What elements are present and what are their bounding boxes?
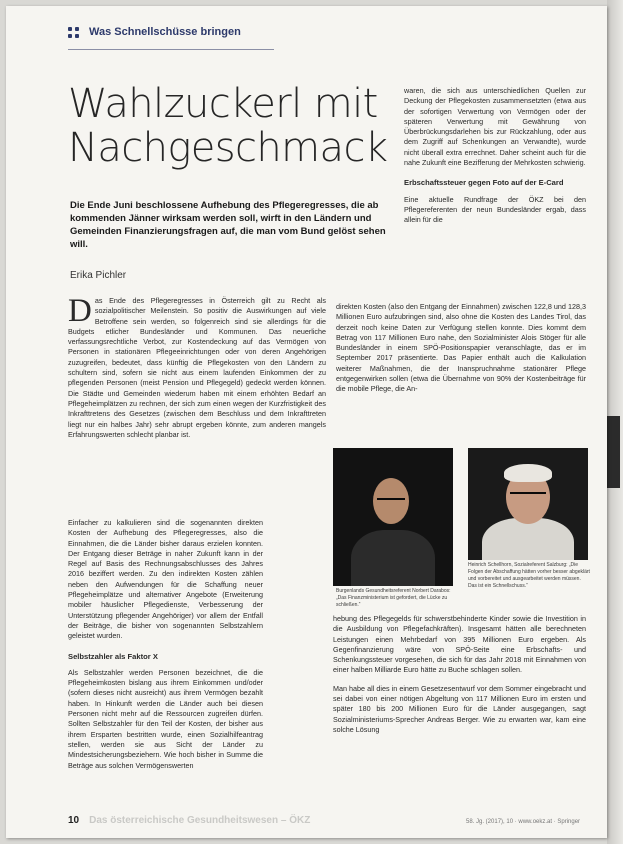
kicker-divider — [68, 49, 274, 50]
headline — [68, 82, 403, 170]
page-number: 10 — [68, 815, 80, 826]
photo-caption-darabos: Burgenlands Gesundheitsreferent Norbert Darabos: „Das Finanzministerium ist gefordert, die Lücke zu schließen.“ — [336, 588, 451, 608]
page-footer — [68, 815, 588, 826]
intro-paragraph — [68, 293, 326, 440]
paragraph-selbstzahler: Als Selbstzahler werden Personen bezeichnet, die die Pflegeheimkosten bislang aus ihrem Einkommen und/oder (sofern dieses nicht ausreicht) aus ihrem Vermögen bezahlt haben. In Hinkunft werden die Länder auch bei diesen Personen nicht mehr auf die Ressourcen zugreifen dürfen. Sollten Selbstzahler für den Teil der Kosten, der bisher aus ihrem Ersparten bestritten wurde, einen Sozialhilfeantrag stellen, werden sie aus Sicht der Länder zu Mindestsicherungsbeziehern. Wie hoch bisher in Summe die Beträge aus solchen Vermögenswerten — [68, 667, 263, 770]
right-bottom-column — [333, 614, 586, 814]
paragraph-rundfrage: Eine aktuelle Rundfrage der ÖKZ bei den Pflegereferenten der neun Bundesländer ergab, dass allein für die — [404, 194, 586, 225]
paragraph-direct-costs: Einfacher zu kalkulieren sind die sogenannten direkten Kosten der Aufhebung des Pflegeregresses, also die Einnahmen, die die Länder bisher daraus erzielen konnten. Der Entgang dieser Beträge in naher Zukunft kann in der Regel auf Basis des Rechnungsabschlusses des Jahres 2016 beziffert werden. Zu den indirekten Kosten zählen neben den Aufwendungen für die Schaffung neuer Pflegeheimplätze und alternativer Angebote (Erweiterung mobiler häuslicher Pflegedienste, Verbesserung der Unterstützung pflegender Angehöriger) vor allem der Entfall der Beiträge, die bisher von sogenannten Selbstzahlern geleistet wurden. — [68, 518, 263, 641]
magazine-page — [6, 6, 607, 838]
paragraph-gesetzesentwurf: Man habe all dies in einem Gesetzesentwurf vor dem Sommer eingebracht und sei dabei von einer nötigen Abgeltung von 117 Millionen Euro im ersten und später 180 bis 200 Millionen Euro für die Länder ausgegangen, sagt Sozialministeriums-Sprecher Andreas Berger. Wie zu erwarten war, kam eine solche Lösung — [333, 683, 586, 734]
portrait-photo-darabos — [333, 448, 453, 586]
drop-cap: D — [68, 293, 92, 329]
intro-text: as Ende des Pflegeregresses in Österreich gilt zu Recht als sozialpolitischer Meilenstein. So positiv die Auswirkungen auf viele Betroffene sein werden, so folgenreich sind sie allerdings für die Budgets etlicher Bundesländer und Kommunen. Das neuerliche verfassungsrechtliche Verbot, zur Kostendeckung auf das Vermögen von Personen in stationären Pflegeeinrichtungen oder von deren Angehörigen zuzugreifen, bedeutet, dass künftig die Pflegekosten von den Ländern zu schultern sind, sofern sie nicht aus einem laufenden Einkommen der zu pflegenden Personen (meist Pension und Pflegegeld) gedeckt werden können. Die Städte und Gemeinden wiederum haben mit einem erhöhten Bedarf an Pflegeheimplätzen zu rechnen, der sich zum einen wegen der Kurzfristigkeit des Inkrafttretens des Gesetzes (zwischen dem Beschluss und dem Inkrafttreten liegt nur ein halbes Jahr) sehr abrupt ergeben könnte, zum anderen mangels Erfahrungswerten schlecht planbar ist. — [68, 296, 326, 439]
left-column — [68, 518, 263, 814]
paragraph-gegenfinanzierung: hebung des Pflegegelds für schwerstbehinderte Kinder sowie die Investition in die Ausbildung von Pflegefachkräften). Insgesamt hätten alle berechneten Leistungen einen Mehrbedarf von 395 Millionen Euro ergeben. Als Gegenfinanzierung wäre von SPÖ-Seite eine Erbschafts- und Schenkungssteuer vorgesehen, die sich für das Jahr 2018 mit Einnahmen von einer halben Milliarde Euro hätte zu Buche schlagen sollen. — [333, 614, 586, 675]
issue-info: 58. Jg. (2017), 10 · www.oekz.at · Springer — [466, 819, 581, 825]
subhead-erbschaftssteuer: Erbschaftssteuer gegen Foto auf der E-Card — [404, 178, 564, 188]
section-kicker — [68, 26, 298, 38]
page-edge-tab — [607, 416, 620, 488]
headline-line-2: Nachgeschmack — [68, 125, 388, 171]
kicker-dots-icon — [68, 27, 79, 38]
paragraph-vermoegen: waren, die sich aus unterschiedlichen Quellen zur Deckung der Pflegekosten zusammensetzten (etwa aus der sofortigen Verwertung von Vermögen oder der späteren Verwertung mit Gewährung von Überbrückungsdarlehen bis zur Rückzahlung, oder aus dem Zugriff auf Schenkungen an Verwandte), wurde nicht überall extra errechnet. Daher scheint auch für die nahe Zukunft eine Bezifferung der Mehrkosten schwierig. — [404, 86, 586, 168]
subhead-selbstzahler: Selbstzahler als Faktor X — [68, 651, 158, 661]
photo-caption-schellhorn: Heinrich Schellhorn, Sozialreferent Salzburg: „Die Folgen der Abschaffung hätten vorher besser abgeklärt und vorbereitet und ausgearbeitet werden müssen. Das ist ein Schnellschuss.“ — [468, 562, 590, 589]
journal-name: Das österreichische Gesundheitswesen – ÖKZ — [89, 815, 311, 826]
portrait-photo-schellhorn — [468, 448, 588, 560]
kicker-label: Was Schnellschüsse bringen — [89, 26, 241, 38]
wide-paragraph: direkten Kosten (also den Entgang der Einnahmen) zwischen 122,8 und 128,3 Millionen Euro aufzubringen sind, also ohne die Kosten des Landes Tirol, das derzeit noch keine Daten zur Verfügung stellen konnte. Dies kommt dem Betrag von 117 Millionen Euro nahe, den Sozialminister Alois Stöger für alle Bundesländer in einem SPÖ-Positionspapier veranschlagte, das er im September 2017 präsentierte. Das Papier enthält auch die Kalkulation weiterer Maßnahmen, die der Inanspruchnahme stationärer Pflege entgegenwirken sollen (etwa die Übernahme von 90% der Kostenbeiträge für die mobile Pflege, die An- — [336, 302, 586, 394]
lead-paragraph: Die Ende Juni beschlossene Aufhebung des Pflegeregresses, die ab kommenden Jänner wirksam werden soll, wirft in den Ländern und Gemeinden Finanzierungsfragen auf, die man vom Bund gelöst sehen will. — [70, 200, 386, 250]
author-byline: Erika Pichler — [70, 270, 127, 281]
headline-line-1: Wahlzuckerl mit — [68, 81, 378, 127]
right-top-column — [404, 86, 586, 298]
